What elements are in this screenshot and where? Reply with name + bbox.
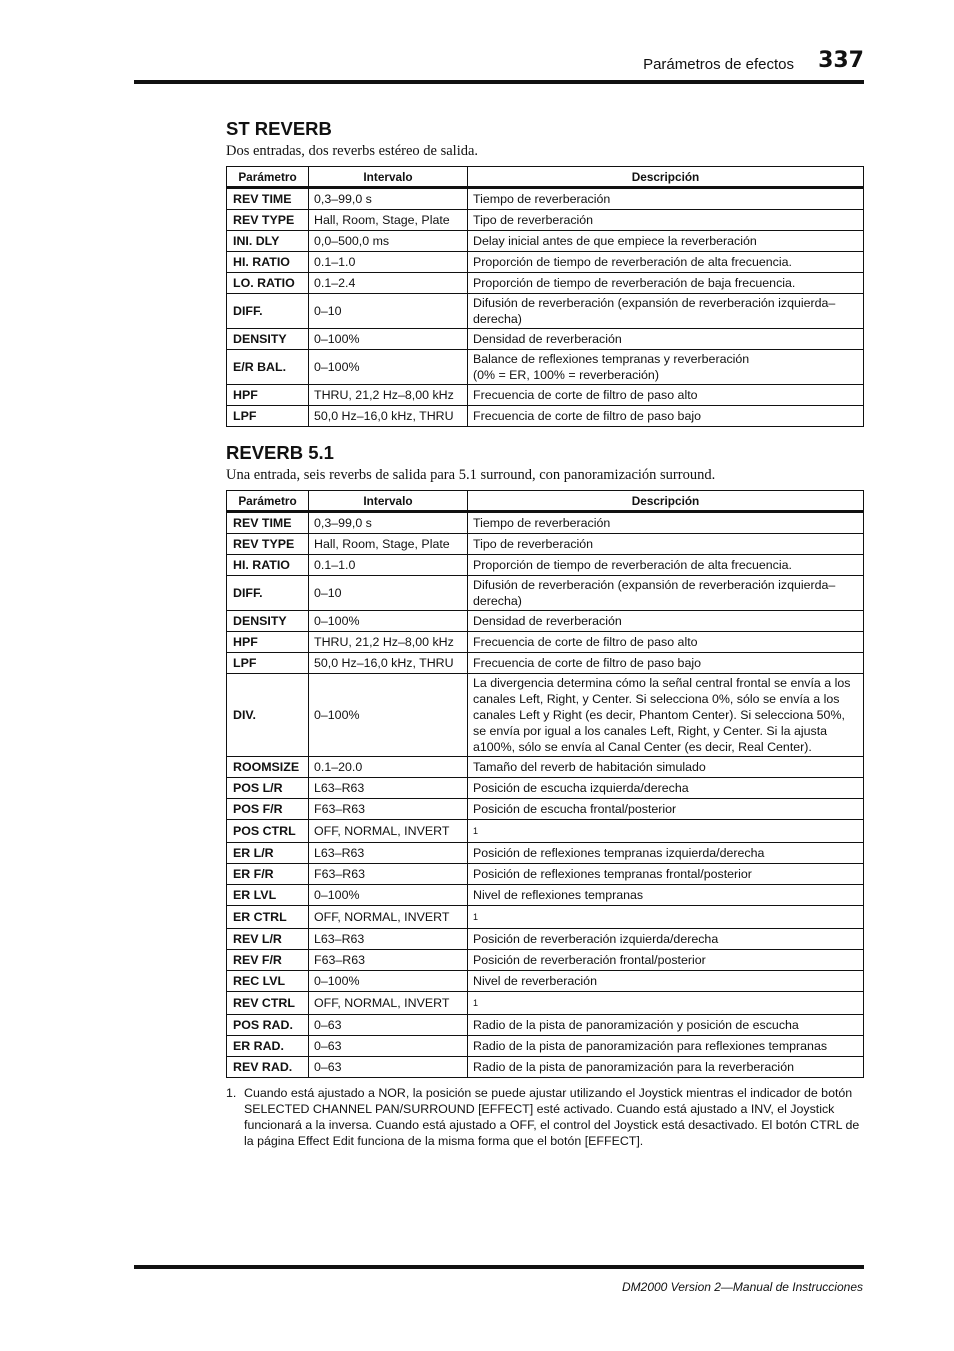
description-cell: Tipo de reverberación — [468, 534, 864, 555]
table-row — [227, 950, 864, 971]
table-row — [227, 864, 864, 885]
table-row — [227, 350, 864, 385]
page-content — [226, 117, 863, 1149]
column-header: Intervalo — [309, 491, 468, 512]
column-header: Parámetro — [227, 167, 309, 188]
description-cell: Proporción de tiempo de reverberación de baja frecuencia. — [468, 273, 864, 294]
parameter-cell: REV F/R — [227, 950, 309, 971]
parameter-cell: ER L/R — [227, 843, 309, 864]
parameter-cell: ROOMSIZE — [227, 757, 309, 778]
parameter-cell: REV TIME — [227, 188, 309, 210]
footnote-text: Cuando está ajustado a NOR, la posición se puede ajustar utilizando el Joystick mientras el indicador de botón SELECTED CHANNEL PAN/SURROUND [EFFECT] esté activado. Cuando está ajustado a INV, el Joystick funcionará a la inversa. Cuando está ajustado a OFF, el control del Joystick está desactivado. El botón CTRL de la página Effect Edit funciona de la misma forma que el botón [EFFECT]. — [244, 1086, 860, 1148]
range-cell: 0–100% — [309, 885, 468, 906]
range-cell: 0,3–99,0 s — [309, 188, 468, 210]
table-header-row — [227, 491, 864, 512]
range-cell: 0–100% — [309, 350, 468, 385]
parameter-cell: POS CTRL — [227, 820, 309, 843]
table-row — [227, 1057, 864, 1078]
column-header: Descripción — [468, 491, 864, 512]
table-row — [227, 632, 864, 653]
range-cell: 0–100% — [309, 674, 468, 757]
table-row — [227, 906, 864, 929]
table-row — [227, 778, 864, 799]
parameter-cell: REV TYPE — [227, 534, 309, 555]
st-reverb-description: Dos entradas, dos reverbs estéreo de salida. — [226, 143, 479, 159]
description-cell: Posición de reverberación izquierda/derecha — [468, 929, 864, 950]
range-cell: 50,0 Hz–16,0 kHz, THRU — [309, 653, 468, 674]
table-row — [227, 329, 864, 350]
parameter-cell: INI. DLY — [227, 231, 309, 252]
description-cell: Difusión de reverberación (expansión de reverberación izquierda–derecha) — [468, 294, 864, 329]
table-row — [227, 1015, 864, 1036]
range-cell: F63–R63 — [309, 950, 468, 971]
range-cell: Hall, Room, Stage, Plate — [309, 210, 468, 231]
description-cell: Frecuencia de corte de filtro de paso bajo — [468, 653, 864, 674]
table-row — [227, 885, 864, 906]
parameter-cell: ER CTRL — [227, 906, 309, 929]
description-cell: Tamaño del reverb de habitación simulado — [468, 757, 864, 778]
parameter-cell: LPF — [227, 653, 309, 674]
parameter-cell: ER RAD. — [227, 1036, 309, 1057]
table-row — [227, 820, 864, 843]
description-cell: Difusión de reverberación (expansión de reverberación izquierda–derecha) — [468, 576, 864, 611]
reverb-51-title: REVERB 5.1 — [226, 442, 334, 463]
range-cell: THRU, 21,2 Hz–8,00 kHz — [309, 632, 468, 653]
description-cell: Frecuencia de corte de filtro de paso alto — [468, 385, 864, 406]
table-row — [227, 555, 864, 576]
description-cell: Posición de reverberación frontal/posterior — [468, 950, 864, 971]
range-cell: L63–R63 — [309, 929, 468, 950]
parameter-cell: E/R BAL. — [227, 350, 309, 385]
parameter-cell: DIFF. — [227, 576, 309, 611]
range-cell: F63–R63 — [309, 864, 468, 885]
description-cell: Proporción de tiempo de reverberación de alta frecuencia. — [468, 252, 864, 273]
description-cell: Frecuencia de corte de filtro de paso bajo — [468, 406, 864, 427]
parameter-cell: REV CTRL — [227, 992, 309, 1015]
column-header: Intervalo — [309, 167, 468, 188]
table-row — [227, 1036, 864, 1057]
description-cell: 1 — [468, 992, 864, 1015]
footer-rule — [134, 1265, 864, 1269]
description-cell: 1 — [468, 906, 864, 929]
parameter-cell: REV RAD. — [227, 1057, 309, 1078]
description-cell: Delay inicial antes de que empiece la reverberación — [468, 231, 864, 252]
range-cell: 0–63 — [309, 1036, 468, 1057]
description-cell: 1 — [468, 820, 864, 843]
range-cell: 0.1–1.0 — [309, 252, 468, 273]
range-cell: 0,0–500,0 ms — [309, 231, 468, 252]
table-row — [227, 294, 864, 329]
description-cell: Radio de la pista de panoramización y posición de escucha — [468, 1015, 864, 1036]
table-row — [227, 674, 864, 757]
description-cell: Tiempo de reverberación — [468, 188, 864, 210]
description-cell: Densidad de reverberación — [468, 611, 864, 632]
range-cell: L63–R63 — [309, 843, 468, 864]
header-rule — [134, 80, 864, 84]
table-row — [227, 406, 864, 427]
parameter-cell: REV L/R — [227, 929, 309, 950]
column-header: Descripción — [468, 167, 864, 188]
parameter-cell: DENSITY — [227, 329, 309, 350]
table-row — [227, 611, 864, 632]
section-title: Parámetros de efectos — [643, 56, 794, 73]
description-cell: Nivel de reflexiones tempranas — [468, 885, 864, 906]
description-cell: Nivel de reverberación — [468, 971, 864, 992]
table-header-row — [227, 167, 864, 188]
page-number: 337 — [818, 48, 864, 73]
table-row — [227, 653, 864, 674]
parameter-cell: REV TYPE — [227, 210, 309, 231]
parameter-cell: DENSITY — [227, 611, 309, 632]
range-cell: 0.1–20.0 — [309, 757, 468, 778]
description-cell: Proporción de tiempo de reverberación de alta frecuencia. — [468, 555, 864, 576]
table-row — [227, 971, 864, 992]
range-cell: 0–100% — [309, 971, 468, 992]
description-cell: Radio de la pista de panoramización para reflexiones tempranas — [468, 1036, 864, 1057]
footnote-number: 1. — [226, 1086, 237, 1100]
range-cell: 0–100% — [309, 611, 468, 632]
parameter-cell: LPF — [227, 406, 309, 427]
parameter-cell: HI. RATIO — [227, 252, 309, 273]
description-cell: Posición de reflexiones tempranas izquierda/derecha — [468, 843, 864, 864]
range-cell: 50,0 Hz–16,0 kHz, THRU — [309, 406, 468, 427]
description-cell: Posición de reflexiones tempranas frontal/posterior — [468, 864, 864, 885]
range-cell: 0–100% — [309, 329, 468, 350]
range-cell: 0.1–1.0 — [309, 555, 468, 576]
range-cell: OFF, NORMAL, INVERT — [309, 992, 468, 1015]
st-reverb-table — [226, 166, 864, 427]
table-row — [227, 188, 864, 210]
st-reverb-title: ST REVERB — [226, 118, 332, 139]
description-cell: Frecuencia de corte de filtro de paso alto — [468, 632, 864, 653]
table-row — [227, 799, 864, 820]
description-cell: Densidad de reverberación — [468, 329, 864, 350]
table-row — [227, 231, 864, 252]
description-cell: La divergencia determina cómo la señal central frontal se envía a los canales Left, Right, y Center. Si selecciona 0%, sólo se envía a los canales Left y Right (es decir, Phantom Center). Si selecciona 50%, se envía por igual a los canales Left, Right, y Center. Si la ajusta a100%, sólo se envía al Canal Center (es decir, Real Center). — [468, 674, 864, 757]
reverb-51-table — [226, 490, 864, 1078]
parameter-cell: ER LVL — [227, 885, 309, 906]
parameter-cell: POS RAD. — [227, 1015, 309, 1036]
table-row — [227, 252, 864, 273]
table-row — [227, 929, 864, 950]
parameter-cell: DIFF. — [227, 294, 309, 329]
table-row — [227, 757, 864, 778]
table-row — [227, 273, 864, 294]
range-cell: 0–63 — [309, 1015, 468, 1036]
table-row — [227, 210, 864, 231]
range-cell: 0–10 — [309, 576, 468, 611]
range-cell: OFF, NORMAL, INVERT — [309, 820, 468, 843]
parameter-cell: REV TIME — [227, 512, 309, 534]
footer-text: DM2000 Version 2—Manual de Instrucciones — [621, 1280, 863, 1294]
range-cell: OFF, NORMAL, INVERT — [309, 906, 468, 929]
table-row — [227, 992, 864, 1015]
range-cell: 0–63 — [309, 1057, 468, 1078]
parameter-cell: HI. RATIO — [227, 555, 309, 576]
parameter-cell: HPF — [227, 385, 309, 406]
parameter-cell: POS F/R — [227, 799, 309, 820]
table-row — [227, 385, 864, 406]
table-row — [227, 534, 864, 555]
description-cell: Posición de escucha izquierda/derecha — [468, 778, 864, 799]
description-cell: Tiempo de reverberación — [468, 512, 864, 534]
description-cell: Balance de reflexiones tempranas y reverberación (0% = ER, 100% = reverberación) — [468, 350, 864, 385]
description-cell: Tipo de reverberación — [468, 210, 864, 231]
parameter-cell: DIV. — [227, 674, 309, 757]
parameter-cell: ER F/R — [227, 864, 309, 885]
range-cell: F63–R63 — [309, 799, 468, 820]
range-cell: 0–10 — [309, 294, 468, 329]
range-cell: Hall, Room, Stage, Plate — [309, 534, 468, 555]
parameter-cell: REC LVL — [227, 971, 309, 992]
range-cell: THRU, 21,2 Hz–8,00 kHz — [309, 385, 468, 406]
range-cell: L63–R63 — [309, 778, 468, 799]
footnote — [226, 1085, 863, 1149]
table-row — [227, 843, 864, 864]
column-header: Parámetro — [227, 491, 309, 512]
parameter-cell: LO. RATIO — [227, 273, 309, 294]
table-row — [227, 576, 864, 611]
table-row — [227, 512, 864, 534]
range-cell: 0.1–2.4 — [309, 273, 468, 294]
description-cell: Radio de la pista de panoramización para la reverberación — [468, 1057, 864, 1078]
description-cell: Posición de escucha frontal/posterior — [468, 799, 864, 820]
parameter-cell: HPF — [227, 632, 309, 653]
reverb-51-description: Una entrada, seis reverbs de salida para 5.1 surround, con panoramización surround. — [226, 467, 716, 483]
parameter-cell: POS L/R — [227, 778, 309, 799]
range-cell: 0,3–99,0 s — [309, 512, 468, 534]
